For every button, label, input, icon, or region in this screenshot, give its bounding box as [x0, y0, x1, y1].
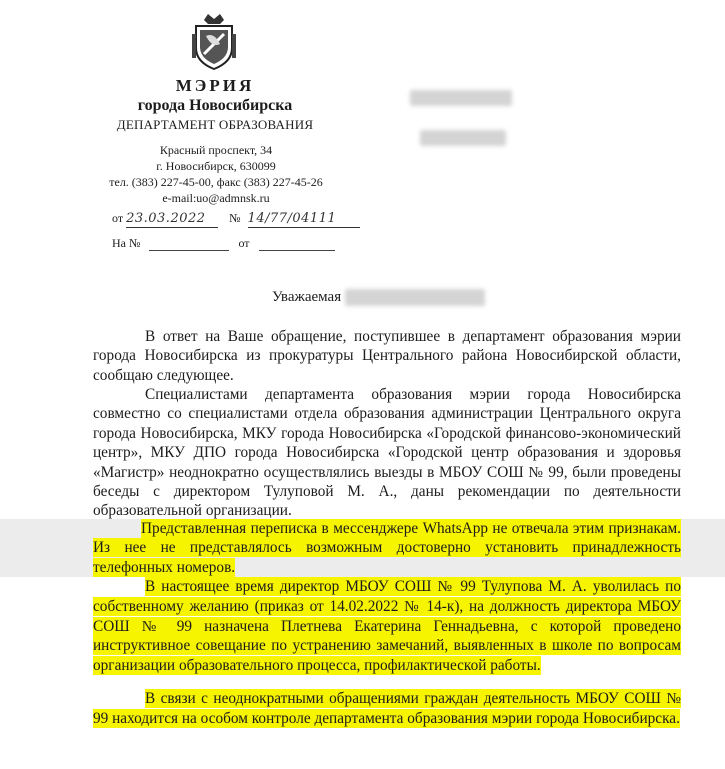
paragraph-3: [93, 519, 681, 577]
ref-from-label: от: [238, 236, 250, 250]
reference-line: [112, 235, 335, 251]
number-label: №: [229, 211, 241, 225]
ref-date-blank: [259, 238, 335, 251]
recipient-name-redacted: [410, 90, 512, 106]
address-block: [96, 142, 336, 206]
address-phone: тел. (383) 227-45-00, факс (383) 227-45-26: [109, 175, 323, 189]
paragraph-5: [93, 689, 681, 729]
city-title: города Новосибирска: [137, 97, 293, 114]
ref-label: На №: [112, 236, 141, 250]
mayoralty-title: МЭРИЯ: [175, 76, 255, 95]
registration-line: [112, 210, 360, 228]
greeting-text: Уважаемая: [272, 289, 342, 305]
address-city: г. Новосибирск, 630099: [156, 159, 276, 173]
paragraph-3-highlight: Представленная переписка в мессенджере WhatsApp не отвечала этим признакам. Из нее не представлялось возможным достоверно установить принадлежность телефонных номеров.: [93, 520, 681, 576]
from-label: от: [112, 211, 124, 225]
ref-number-blank: [149, 238, 229, 251]
paragraph-5-highlight: В связи с неоднократными обращениями граждан деятельность МБОУ СОШ № 99 находится на особом контроле департамента образования мэрии города Новосибирска.: [93, 690, 681, 727]
department-title: ДЕПАРТАМЕНТ ОБРАЗОВАНИЯ: [116, 117, 314, 132]
letterhead: [100, 76, 330, 133]
recipient-name: [410, 90, 512, 106]
handwritten-date: 23.03.2022: [126, 211, 218, 228]
handwritten-number: 14/77/04111: [248, 211, 360, 228]
paragraph-2: Специалистами департамента образования мэрии города Новосибирска совместно со специалистами отдела образования администрации Центрального округа города Новосибирска, МКУ города Новосибирска «Городской финансово-экономический центр», МКУ ДПО города Новосибирска «Городской центр образования и здоровья «Магистр» неоднократно осуществлялись выезды в МБОУ СОШ № 99, были проведены беседы с директором Тулуповой М. А., даны рекомендации по деятельности образовательной организации.: [93, 386, 681, 520]
greeting-name-redacted: [345, 289, 485, 306]
novosibirsk-coat-of-arms-icon: [190, 14, 238, 70]
recipient-email: [420, 130, 506, 146]
greeting: [272, 289, 485, 306]
recipient-email-redacted: [420, 130, 506, 146]
paragraph-1: В ответ на Ваше обращение, поступившее в департамент образования мэрии города Новосибирска из прокуратуры Центрального района Новосибирской области, сообщаю следующее.: [93, 328, 681, 384]
paragraph-4-highlight: В настоящее время директор МБОУ СОШ № 99 Тулупова М. А. уволилась по собственному желанию (приказ от 14.02.2022 № 14-к), на должность директора МБОУ СОШ № 99 назначена Плетнева Екатерина Геннадьевна, с которой проведено инструктивное совещание по устранению замечаний, выявленных в школе по вопросам организации образовательного процесса, профилактической работы.: [93, 578, 681, 675]
address-email: e-mail:uo@admnsk.ru: [162, 191, 270, 205]
address-street: Красный проспект, 34: [159, 143, 273, 157]
paragraph-4: [93, 577, 681, 676]
